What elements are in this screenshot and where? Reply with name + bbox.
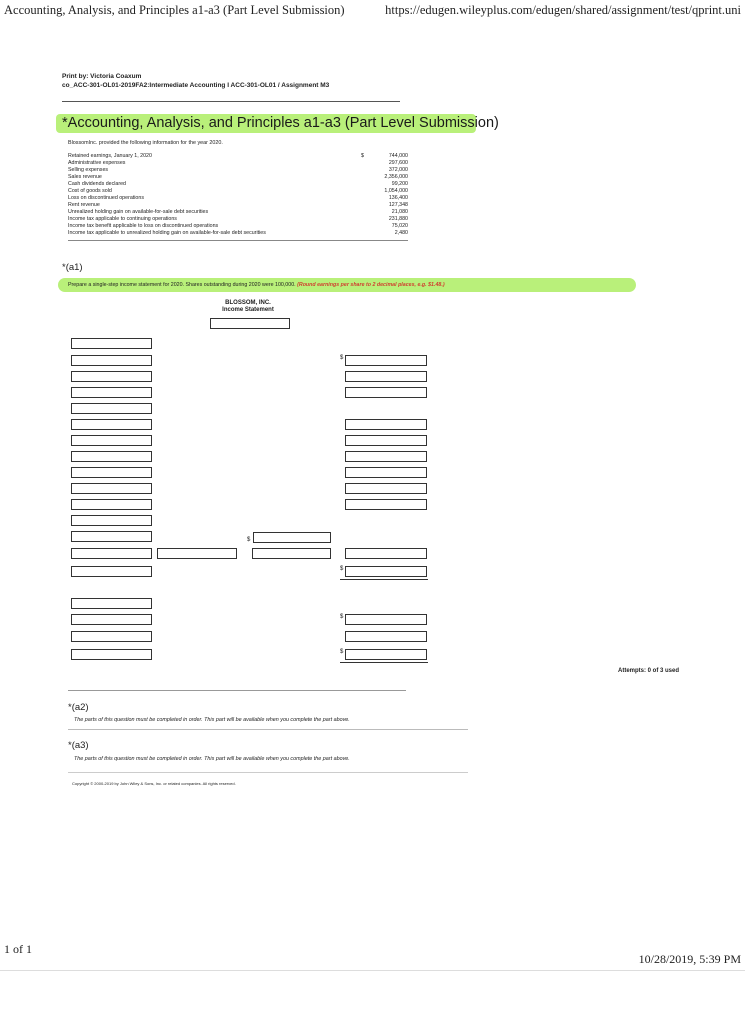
data-row: Unrealized holding gain on available-for-sale debt securities 21,080 [68, 209, 408, 215]
page-count: 1 of 1 [4, 942, 32, 956]
line-item-label-input[interactable] [71, 598, 152, 609]
table-divider [68, 240, 408, 241]
divider [68, 690, 406, 691]
data-row: Cash dividends declared 99,200 [68, 181, 408, 187]
line-item-label-input[interactable] [71, 435, 152, 446]
line-item-label-input[interactable] [71, 403, 152, 414]
part-a2-label: *(a2) [68, 702, 89, 713]
line-item-label-input[interactable] [71, 371, 152, 382]
question-intro: BlossomInc. provided the following information for the year 2020. [68, 140, 223, 146]
amount-input[interactable] [345, 451, 427, 462]
line-item-label-input[interactable] [71, 515, 152, 526]
line-item-label-input[interactable] [71, 499, 152, 510]
print-page-title: Accounting, Analysis, and Principles a1-a3 (Part Level Submission) [4, 3, 345, 17]
line-item-label-input[interactable] [71, 483, 152, 494]
line-item-label-input[interactable] [71, 631, 152, 642]
amount-input[interactable] [345, 614, 427, 625]
line-item-label-input[interactable] [71, 451, 152, 462]
line-item-label-input[interactable] [71, 614, 152, 625]
statement-heading [188, 300, 308, 314]
eps-underline [340, 662, 428, 663]
currency-symbol: $ [340, 614, 344, 620]
currency-symbol: $ [340, 649, 344, 655]
print-info [62, 72, 329, 90]
page-edge [0, 970, 745, 971]
part-a1-label: *(a1) [62, 262, 83, 273]
printed-by: Print by: Victoria Coaxum [62, 73, 142, 80]
amount-input[interactable] [345, 371, 427, 382]
divider [68, 772, 468, 773]
amount-input[interactable] [345, 467, 427, 478]
total-underline [340, 579, 428, 580]
question-title: *Accounting, Analysis, and Principles a1-a3 (Part Level Submission) [62, 115, 499, 131]
amount-input[interactable] [345, 419, 427, 430]
divider [68, 729, 468, 730]
data-row: Selling expenses 372,000 [68, 167, 408, 173]
part-a3-note: The parts of this question must be completed in order. This part will be available when you complete the part above. [74, 756, 350, 762]
amount-input[interactable] [345, 483, 427, 494]
amount-input[interactable] [252, 548, 331, 559]
statement-date-select[interactable] [210, 318, 290, 329]
rounding-note: (Round earnings per share to 2 decimal places, e.g. $1.48.) [297, 282, 445, 288]
amount-input[interactable] [345, 499, 427, 510]
amount-input[interactable] [253, 532, 331, 543]
line-item-label-input[interactable] [71, 649, 152, 660]
course-assignment: co_ACC-301-OL01-2019FA2:Intermediate Accounting I ACC-301-OL01 / Assignment M3 [62, 82, 330, 89]
data-row: Cost of goods sold 1,054,000 [68, 188, 408, 194]
copyright: Copyright © 2000-2019 by John Wiley & Sons, Inc. or related companies. All rights reserved. [72, 781, 236, 786]
currency-symbol: $ [340, 566, 344, 572]
line-item-label-input[interactable] [71, 531, 152, 542]
amount-input[interactable] [345, 548, 427, 559]
line-item-label-input[interactable] [71, 419, 152, 430]
currency-symbol: $ [247, 537, 251, 543]
data-row: Rent revenue 127,348 [68, 202, 408, 208]
print-url: https://edugen.wileyplus.com/edugen/shared/assignment/test/qprint.uni [385, 3, 741, 17]
line-item-label-input[interactable] [71, 467, 152, 478]
company-name: BLOSSOM, INC. [225, 300, 271, 306]
data-row: Administrative expenses 297,600 [68, 160, 408, 166]
amount-input[interactable] [157, 548, 237, 559]
data-row: Income tax applicable to continuing operations 231,880 [68, 216, 408, 222]
attempts-counter: Attempts: 0 of 3 used [617, 668, 679, 674]
divider [62, 101, 400, 102]
amount-input[interactable] [345, 649, 427, 660]
statement-name: Income Statement [222, 307, 274, 313]
currency-symbol: $ [340, 355, 344, 361]
data-row: Income tax benefit applicable to loss on discontinued operations 75,020 [68, 223, 408, 229]
data-row: Loss on discontinued operations 136,400 [68, 195, 408, 201]
data-row: Retained earnings, January 1, 2020 $ 744,000 [68, 153, 408, 159]
part-a3-label: *(a3) [68, 740, 89, 751]
line-item-label-input[interactable] [71, 355, 152, 366]
part-a1-instruction: Prepare a single-step income statement for 2020. Shares outstanding during 2020 were 100,000. (Round earnings per share to 2 decimal places, e.g. $1.48.) [68, 282, 445, 288]
amount-input[interactable] [345, 631, 427, 642]
data-row: Income tax applicable to unrealized holding gain on available-for-sale debt securities 2,480 [68, 230, 408, 236]
amount-input[interactable] [345, 387, 427, 398]
line-item-label-input[interactable] [71, 566, 152, 577]
amount-input[interactable] [345, 435, 427, 446]
amount-input[interactable] [345, 355, 427, 366]
line-item-label-input[interactable] [71, 338, 152, 349]
line-item-label-input[interactable] [71, 387, 152, 398]
amount-input[interactable] [345, 566, 427, 577]
line-item-label-input[interactable] [71, 548, 152, 559]
data-row: Sales revenue 2,356,000 [68, 174, 408, 180]
part-a2-note: The parts of this question must be completed in order. This part will be available when you complete the part above. [74, 717, 350, 723]
print-timestamp: 10/28/2019, 5:39 PM [638, 952, 741, 966]
